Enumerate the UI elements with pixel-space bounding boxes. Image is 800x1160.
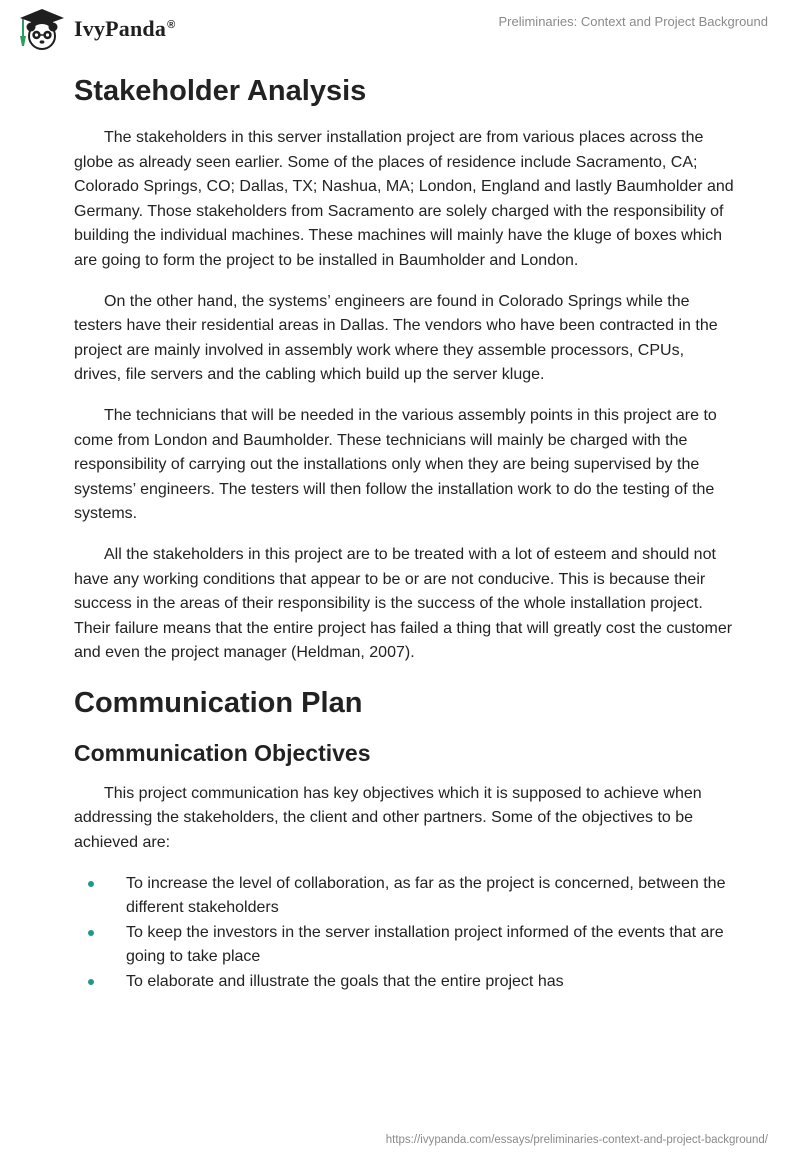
paragraph: This project communication has key objectives which it is supposed to achieve when addressing the stakeholders, the client and other partners. Some of the objectives to be achieved are: bbox=[74, 784, 702, 852]
list-item: To elaborate and illustrate the goals that the entire project has bbox=[74, 970, 734, 995]
document-title: Preliminaries: Context and Project Background bbox=[498, 14, 768, 29]
heading-stakeholder-analysis: Stakeholder Analysis bbox=[74, 75, 367, 107]
document-body bbox=[74, 70, 734, 995]
ivypanda-logo[interactable] bbox=[14, 6, 175, 52]
heading-communication-objectives: Communication Objectives bbox=[74, 739, 371, 766]
panda-graduate-icon bbox=[14, 6, 70, 52]
heading-communication-plan: Communication Plan bbox=[74, 686, 363, 719]
paragraph: On the other hand, the systems’ engineers are found in Colorado Springs while the testers have their residential areas in Dallas. The vendors who have been contracted in the project are mainly involved in assembly work where they assemble processors, CPUs, drives, file servers and the cabling which build up the server kluge. bbox=[74, 292, 718, 384]
list-item: To increase the level of collaboration, as far as the project is concerned, between the different stakeholders bbox=[74, 872, 734, 921]
paragraph: The technicians that will be needed in the various assembly points in this project are to come from London and Baumholder. These technicians will mainly be charged with the responsibility of carrying out the installations only when they are being supervised by the systems’ engineers. The testers will then follow the installation work to do the testing of the systems. bbox=[74, 406, 717, 523]
paragraph: All the stakeholders in this project are to be treated with a lot of esteem and should not have any working conditions that appear to be or are not conducive. This is because their success in the areas of their responsibility is the success of the whole installation project. Their failure means that the entire project has failed a thing that will greatly cost the customer and even the project manager (Heldman, 2007). bbox=[74, 545, 733, 662]
bullet-icon bbox=[88, 930, 94, 936]
logo-wordmark: IvyPanda® bbox=[74, 16, 176, 41]
objectives-list bbox=[74, 872, 734, 995]
list-item: To keep the investors in the server installation project informed of the events that are going to take place bbox=[74, 921, 734, 970]
paragraph: The stakeholders in this server installation project are from various places across the globe as already seen earlier. Some of the places of residence include Sacramento, CA; Colorado Springs, CO; Dallas, TX; Nashua, MA; London, England and lastly Baumholder and Germany. Those stakeholders from Sacramento are solely charged with the responsibility of building the individual machines. These machines will mainly have the kluge of boxes which are going to form the project to be installed in Baumholder and London. bbox=[74, 129, 734, 269]
bullet-icon bbox=[88, 979, 94, 985]
bullet-icon bbox=[88, 881, 94, 887]
source-url[interactable]: https://ivypanda.com/essays/preliminaries-context-and-project-background/ bbox=[385, 1134, 768, 1146]
page-header bbox=[0, 0, 800, 60]
